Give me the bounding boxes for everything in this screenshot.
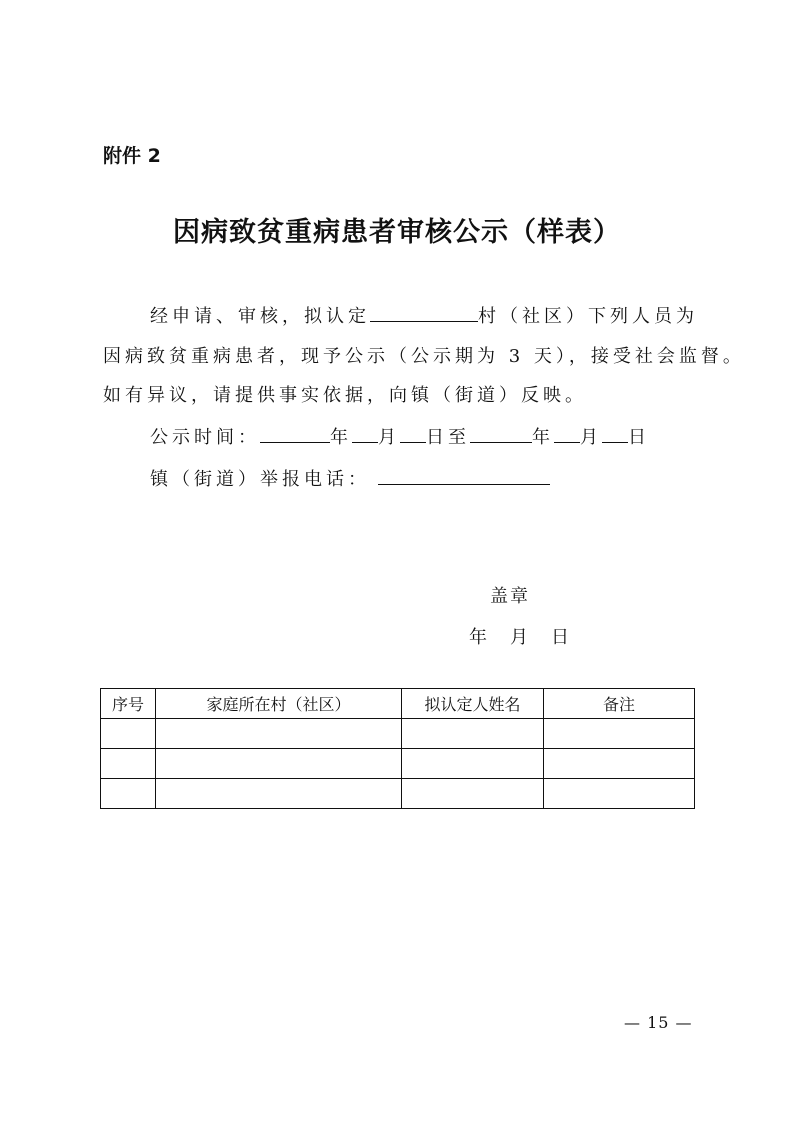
end-day-label: 日 bbox=[628, 427, 650, 448]
attachment-label: 附件 2 bbox=[103, 145, 161, 167]
publicity-table bbox=[100, 688, 695, 809]
village-blank bbox=[370, 303, 478, 322]
table-header-row bbox=[101, 689, 695, 719]
table-cell[interactable] bbox=[156, 719, 402, 749]
table-cell[interactable] bbox=[101, 749, 156, 779]
stamp-year: 年 bbox=[469, 627, 489, 648]
page-number: — 15 — bbox=[624, 1013, 693, 1032]
table-row bbox=[101, 779, 695, 809]
report-phone-label: 镇（街道）举报电话： bbox=[150, 469, 370, 490]
start-year-blank bbox=[260, 424, 330, 443]
table-cell[interactable] bbox=[156, 749, 402, 779]
notice-line-3: 如有异议，请提供事实依据，向镇（街道）反映。 bbox=[103, 385, 587, 406]
publicity-time-label: 公示时间： bbox=[150, 427, 260, 448]
start-day-label: 日至 bbox=[426, 427, 470, 448]
start-month-label: 月 bbox=[378, 427, 400, 448]
table-cell[interactable] bbox=[402, 779, 544, 809]
end-month-label: 月 bbox=[580, 427, 602, 448]
notice-line-2: 因病致贫重病患者，现予公示（公示期为 3 天），接受社会监督。 bbox=[103, 346, 745, 367]
end-month-blank bbox=[554, 424, 580, 443]
notice-line-1 bbox=[150, 302, 698, 328]
start-day-blank bbox=[400, 424, 426, 443]
table-row bbox=[101, 749, 695, 779]
table-cell[interactable] bbox=[156, 779, 402, 809]
table-cell[interactable] bbox=[544, 719, 695, 749]
start-year-label: 年 bbox=[330, 427, 352, 448]
report-phone-line bbox=[150, 465, 550, 491]
end-year-label: 年 bbox=[532, 427, 554, 448]
header-village: 家庭所在村（社区） bbox=[156, 689, 402, 719]
report-phone-blank bbox=[378, 466, 550, 485]
start-month-blank bbox=[352, 424, 378, 443]
end-year-blank bbox=[470, 424, 532, 443]
page-title: 因病致贫重病患者审核公示（样表） bbox=[173, 217, 621, 248]
table-cell[interactable] bbox=[101, 779, 156, 809]
table-cell[interactable] bbox=[544, 749, 695, 779]
publicity-period-line bbox=[150, 423, 650, 449]
stamp-day: 日 bbox=[551, 627, 571, 648]
table-row bbox=[101, 719, 695, 749]
table-cell[interactable] bbox=[402, 749, 544, 779]
header-person-name: 拟认定人姓名 bbox=[402, 689, 544, 719]
end-day-blank bbox=[602, 424, 628, 443]
header-remarks: 备注 bbox=[544, 689, 695, 719]
header-serial-number: 序号 bbox=[101, 689, 156, 719]
table-cell[interactable] bbox=[402, 719, 544, 749]
seal-label: 盖章 bbox=[490, 586, 530, 607]
table-cell[interactable] bbox=[101, 719, 156, 749]
stamp-date bbox=[469, 623, 589, 649]
notice-line-1-end: 村（社区）下列人员为 bbox=[478, 306, 698, 327]
notice-line-1-start: 经申请、审核，拟认定 bbox=[150, 306, 370, 327]
table-cell[interactable] bbox=[544, 779, 695, 809]
stamp-month: 月 bbox=[510, 627, 530, 648]
